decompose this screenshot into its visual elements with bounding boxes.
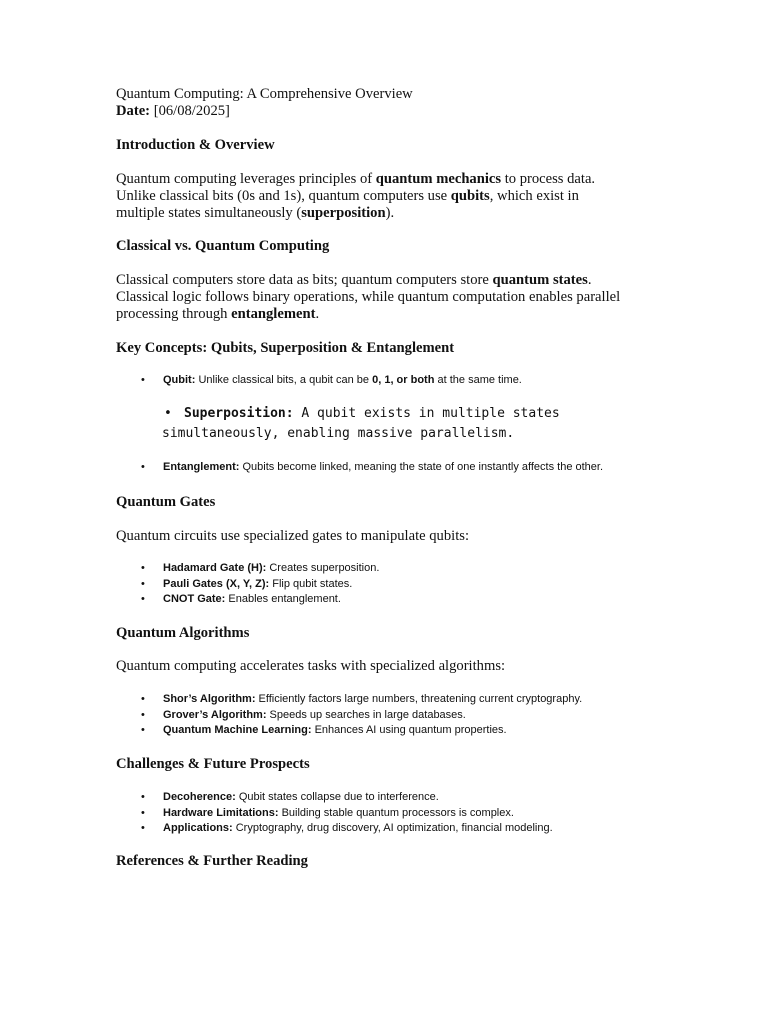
classical-line-1 [116, 272, 676, 289]
references-heading: References & Further Reading [116, 853, 308, 869]
item-label: Decoherence: [163, 791, 236, 803]
classical-text: processing through [116, 306, 232, 322]
intro-text: Quantum computing leverages principles of [116, 171, 376, 187]
document-date [116, 103, 676, 120]
list-item [116, 373, 522, 389]
item-text: Enables entanglement. [225, 593, 341, 605]
item-text: A qubit exists in multiple states [293, 406, 560, 421]
algorithms-intro: Quantum computing accelerates tasks with specialized algorithms: [116, 658, 506, 674]
classical-line-3 [116, 306, 676, 323]
item-text: Efficiently factors large numbers, threatening current cryptography. [255, 693, 583, 705]
intro-text: , which exist in [489, 188, 579, 204]
item-label: Pauli Gates (X, Y, Z): [163, 577, 270, 590]
intro-bold: qubits [450, 188, 490, 204]
item-label: Shor’s Algorithm: [163, 693, 256, 705]
item-text: Qubit states collapse due to interference. [235, 791, 439, 803]
date-value: [06/08/2025] [153, 103, 230, 119]
classical-line-2: Classical logic follows binary operations, while quantum computation enables parallel [116, 289, 621, 305]
item-text: Building stable quantum processors is complex. [278, 806, 514, 819]
intro-text: multiple states simultaneously ( [116, 205, 302, 221]
intro-text: to process data. [501, 171, 596, 187]
list-item [116, 790, 553, 806]
item-text: Creates superposition. [266, 562, 380, 574]
intro-bold: quantum mechanics [375, 171, 502, 187]
intro-text: ). [385, 205, 395, 221]
classical-bold: quantum states [492, 272, 588, 288]
item-label: Hardware Limitations: [163, 806, 279, 819]
intro-paragraph [116, 171, 676, 222]
item-label: Grover’s Algorithm: [163, 708, 267, 721]
item-text: at the same time. [434, 374, 522, 386]
gates-list [116, 561, 379, 608]
document-title: Quantum Computing: A Comprehensive Overview [116, 86, 413, 102]
item-label: Hadamard Gate (H): [163, 562, 267, 574]
intro-text: Unlike classical bits (0s and 1s), quantum computers use [116, 188, 451, 204]
item-label: Superposition: [184, 406, 294, 421]
item-text: Qubits become linked, meaning the state of one instantly affects the other. [239, 461, 604, 473]
item-text: Cryptography, drug discovery, AI optimization, financial modeling. [232, 822, 553, 834]
item-label: Quantum Machine Learning: [163, 724, 312, 736]
classical-text: . [587, 272, 592, 288]
list-item [116, 561, 379, 577]
list-item [116, 821, 553, 837]
challenges-list [116, 790, 553, 837]
title-block [116, 86, 676, 120]
date-label: Date: [116, 103, 151, 119]
list-item [116, 592, 379, 608]
challenges-heading: Challenges & Future Prospects [116, 756, 310, 772]
list-item [116, 806, 553, 822]
list-item [116, 577, 379, 593]
item-label: Applications: [163, 822, 233, 834]
classical-text: Classical computers store data as bits; quantum computers store [116, 272, 493, 288]
gates-heading: Quantum Gates [116, 494, 216, 510]
list-item [116, 708, 582, 724]
item-label: Entanglement: [163, 461, 240, 473]
concepts-list-qubit [116, 373, 522, 389]
classical-text: . [315, 306, 320, 322]
algorithms-list [116, 692, 582, 739]
algorithms-heading: Quantum Algorithms [116, 625, 250, 641]
intro-line-2 [116, 188, 676, 205]
classical-paragraph [116, 272, 676, 323]
item-text: Enhances AI using quantum properties. [311, 724, 507, 736]
bullet: • [164, 406, 172, 421]
item-bold: 0, 1, or both [372, 374, 435, 386]
item-text: Unlike classical bits, a qubit can be [195, 374, 373, 386]
intro-line-1 [116, 171, 676, 188]
classical-heading: Classical vs. Quantum Computing [116, 238, 330, 254]
superposition-line-1 [162, 404, 662, 424]
superposition-item [162, 404, 662, 444]
concepts-list-entanglement [116, 460, 603, 476]
item-text: Flip qubit states. [269, 577, 353, 590]
superposition-line-2: simultaneously, enabling massive parallelism. [162, 426, 515, 441]
gates-intro: Quantum circuits use specialized gates to manipulate qubits: [116, 528, 469, 544]
concepts-heading: Key Concepts: Qubits, Superposition & Entanglement [116, 340, 455, 356]
list-item [116, 460, 603, 476]
item-text: Speeds up searches in large databases. [266, 708, 466, 721]
item-label: Qubit: [163, 374, 196, 386]
intro-bold: superposition [301, 205, 386, 221]
classical-bold: entanglement [231, 306, 316, 322]
intro-heading: Introduction & Overview [116, 137, 275, 153]
item-label: CNOT Gate: [163, 593, 226, 605]
list-item [116, 723, 582, 739]
intro-line-3 [116, 205, 676, 222]
list-item [116, 692, 582, 708]
